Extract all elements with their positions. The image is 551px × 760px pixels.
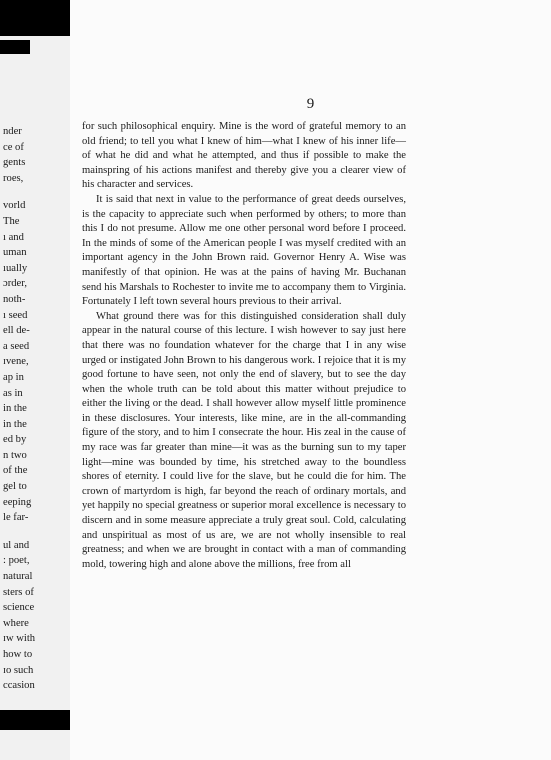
left-page-line: eeping <box>3 496 32 508</box>
left-page-line: nder <box>3 126 22 137</box>
left-page-line: ap in <box>3 371 24 383</box>
left-page-line: ɪo such <box>3 664 34 676</box>
left-page-fragment <box>0 36 70 760</box>
left-page-line: in the <box>3 418 27 430</box>
left-page-line <box>3 526 65 538</box>
left-page-line: noth- <box>3 293 26 305</box>
right-page <box>70 0 551 760</box>
left-page-line: ce of <box>3 141 24 153</box>
left-page-line: as in <box>3 387 23 399</box>
left-page-line: vorld <box>3 200 26 212</box>
left-page-line: roes, <box>3 172 24 184</box>
left-page-line: ı and <box>3 231 24 243</box>
left-page-line: ul and <box>3 539 30 551</box>
left-page-line: gel to <box>3 481 27 493</box>
left-page-line: of the <box>3 465 28 477</box>
left-page-line: sters of <box>3 586 34 598</box>
left-page-line: le far- <box>3 512 29 524</box>
left-page-line: : poet, <box>3 555 30 567</box>
left-page-line: ell de- <box>3 325 30 337</box>
page-number: 9 <box>306 96 315 112</box>
left-page-line: ıually <box>3 262 28 274</box>
paragraph-2: It is said that next in value to the performance of great deeds ourselves, is the capacity to appreciate such when performed by others; to more than this I do not presume. Allow me one other personal word before I proceed. In the minds of some of the American people I was myself credited with an important agency in the John Brown raid. Governor Henry A. Wise was manifestly of that opinion. He was at the pains of having Mr. Buchanan send his Marshals to Rochester to invite me to accompany them to Virginia. Fortunately I left town several hours previous to their arrival. <box>82 193 406 308</box>
scan-border-notch <box>0 40 30 54</box>
left-page-line: n two <box>3 449 27 461</box>
paragraph-3: What ground there was for this distinguished consideration shall duly appear in the natural course of this lecture. I wish however to say just here that there was no foundation whatever for the charge that I in any wise urged or instigated John Brown to his dangerous work. I rejoice that it is my good fortune to have seen, not only the end of slavery, but to see the day when the whole truth can be told about this matter without prejudice to either the living or the dead. I shall however allow myself little prominence in these disclosures. Your interests, like mine, are in the all-commanding figure of the story, and to him I consecrate the hour. His zeal in the cause of my race was far greater than mine—it was as the burning sun to my taper light—mine was bounded by time, his stretched away to the boundless shores of eternity. I could live for the slave, but he could die for him. The crown of martyrdom is high, far beyond the reach of ordinary mortals, and yet happily no special greatness or superior moral excellence is necessary to discern and in some measure appreciate a truly great soul. Cold, calculating and unspiritual as most of us are, we are not wholly insensible to real greatness; and when we are brought in contact with a man of commanding mold, towering high and alone above the millions, free from all <box>82 310 406 570</box>
scan-border-bottom <box>0 710 70 730</box>
paragraph-1: for such philosophical enquiry. Mine is the word of grateful memory to an old friend; to tell you what I knew of him—what I knew of his inner life—of what he did and what he attempted, and thus if possible to make the mainspring of his actions manifest and thereby give you a clearer view of his character and services. <box>82 121 406 191</box>
left-page-line: in the <box>3 403 27 415</box>
left-page-line: where <box>3 617 29 629</box>
left-page-line: ccasion <box>3 680 35 692</box>
left-page-line: ɪw with <box>3 633 36 645</box>
left-page-line: natural <box>3 571 33 583</box>
body-text <box>82 120 406 572</box>
left-page-line: a seed <box>3 340 30 352</box>
left-page-line: science <box>3 602 35 614</box>
left-page-line: ɪvene, <box>3 356 29 368</box>
left-page-line: gents <box>3 157 26 169</box>
left-page-line <box>3 186 65 198</box>
left-page-text <box>3 124 65 694</box>
scan-border-top <box>0 0 70 38</box>
left-page-line: ı seed <box>3 309 28 321</box>
left-page-line: ɔrder, <box>3 278 27 290</box>
left-page-line: ed by <box>3 434 27 446</box>
left-page-line: uman <box>3 247 27 259</box>
left-page-line: The <box>3 215 20 227</box>
left-page-line: how to <box>3 649 33 660</box>
